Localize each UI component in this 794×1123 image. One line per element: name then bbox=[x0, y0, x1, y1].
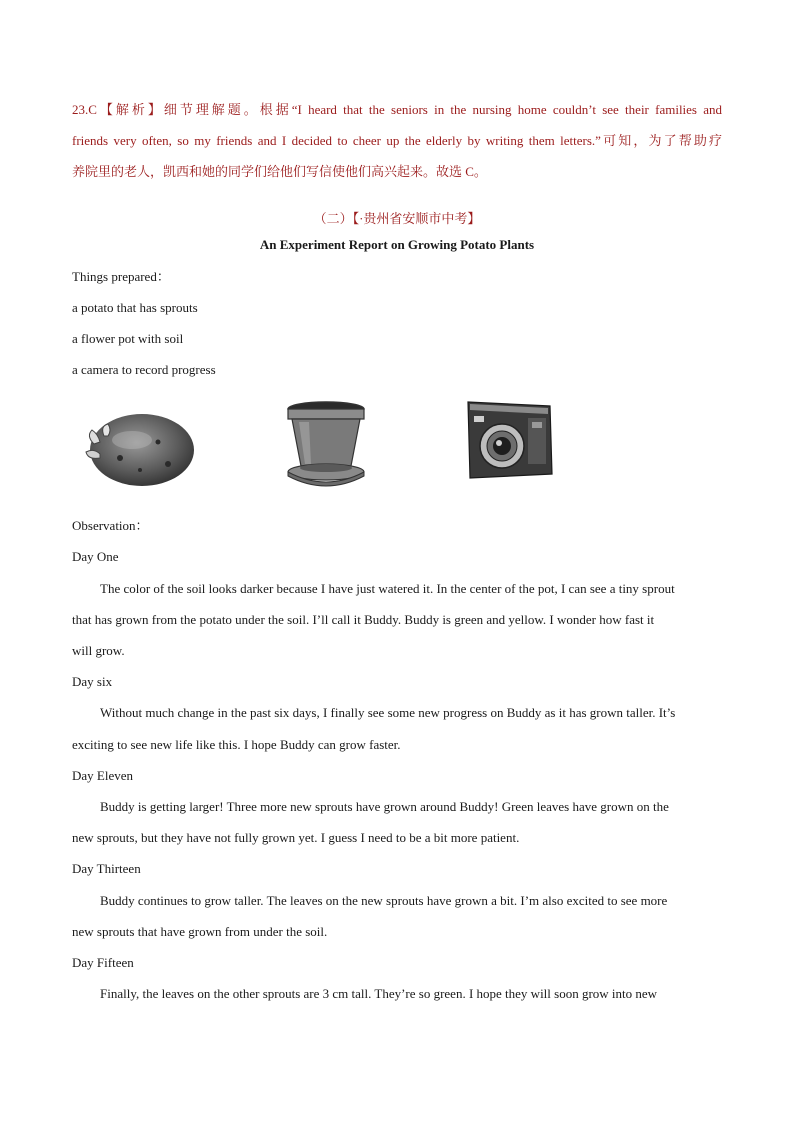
day-text-line: The color of the soil looks darker because I have just watered it. In the center of the pot, I can see a tiny sprout bbox=[100, 581, 675, 596]
day-label: Day six bbox=[72, 674, 113, 689]
day-text-line: Buddy is getting larger! Three more new sprouts have grown around Buddy! Green leaves have grown on the bbox=[100, 799, 669, 814]
report-title: An Experiment Report on Growing Potato Plants bbox=[259, 237, 535, 252]
day-label: Day Eleven bbox=[72, 768, 134, 783]
day-text-line: Buddy continues to grow taller. The leaves on the new sprouts have grown a bit. I’m also excited to see more bbox=[100, 893, 668, 908]
day-text-line: new sprouts that have grown from under the soil. bbox=[72, 924, 328, 939]
potato-image bbox=[80, 400, 198, 492]
day-label: Day Fifteen bbox=[72, 955, 134, 970]
camera-image bbox=[462, 396, 556, 480]
section-heading: （二）【·贵州省安顺市中考】 bbox=[313, 211, 481, 226]
prepared-label: Things prepared： bbox=[72, 269, 170, 284]
answer-line-1: 23.C【解析】细节理解题。根据“I heard that the seniors in the nursing home couldn’t see their families and bbox=[72, 102, 722, 117]
answer-line-3: 养院里的老人，凯西和她的同学们给他们写信使他们高兴起来。故选 C。 bbox=[72, 164, 487, 179]
prepared-item: a flower pot with soil bbox=[72, 331, 184, 346]
flower-pot-image bbox=[285, 400, 367, 492]
prepared-item: a potato that has sprouts bbox=[72, 300, 198, 315]
answer-line-2: friends very often, so my friends and I decided to cheer up the elderly by writing them letters.”可知，为了帮助疗 bbox=[72, 133, 722, 148]
day-text-line: that has grown from the potato under the soil. I’ll call it Buddy. Buddy is green and yellow. I wonder how fast it bbox=[72, 612, 655, 627]
day-text-line: new sprouts, but they have not fully grown yet. I guess I need to be a bit more patient. bbox=[72, 830, 520, 845]
day-text-line: exciting to see new life like this. I hope Buddy can grow faster. bbox=[72, 737, 401, 752]
day-text-line: Finally, the leaves on the other sprouts are 3 cm tall. They’re so green. I hope they will soon grow into new bbox=[100, 986, 658, 1001]
observation-label: Observation： bbox=[72, 518, 149, 533]
day-text-line: Without much change in the past six days, I finally see some new progress on Buddy as it has grown taller. It’s bbox=[100, 705, 676, 720]
prepared-item: a camera to record progress bbox=[72, 362, 216, 377]
day-text-line: will grow. bbox=[72, 643, 125, 658]
day-label: Day One bbox=[72, 549, 119, 564]
day-label: Day Thirteen bbox=[72, 861, 141, 876]
